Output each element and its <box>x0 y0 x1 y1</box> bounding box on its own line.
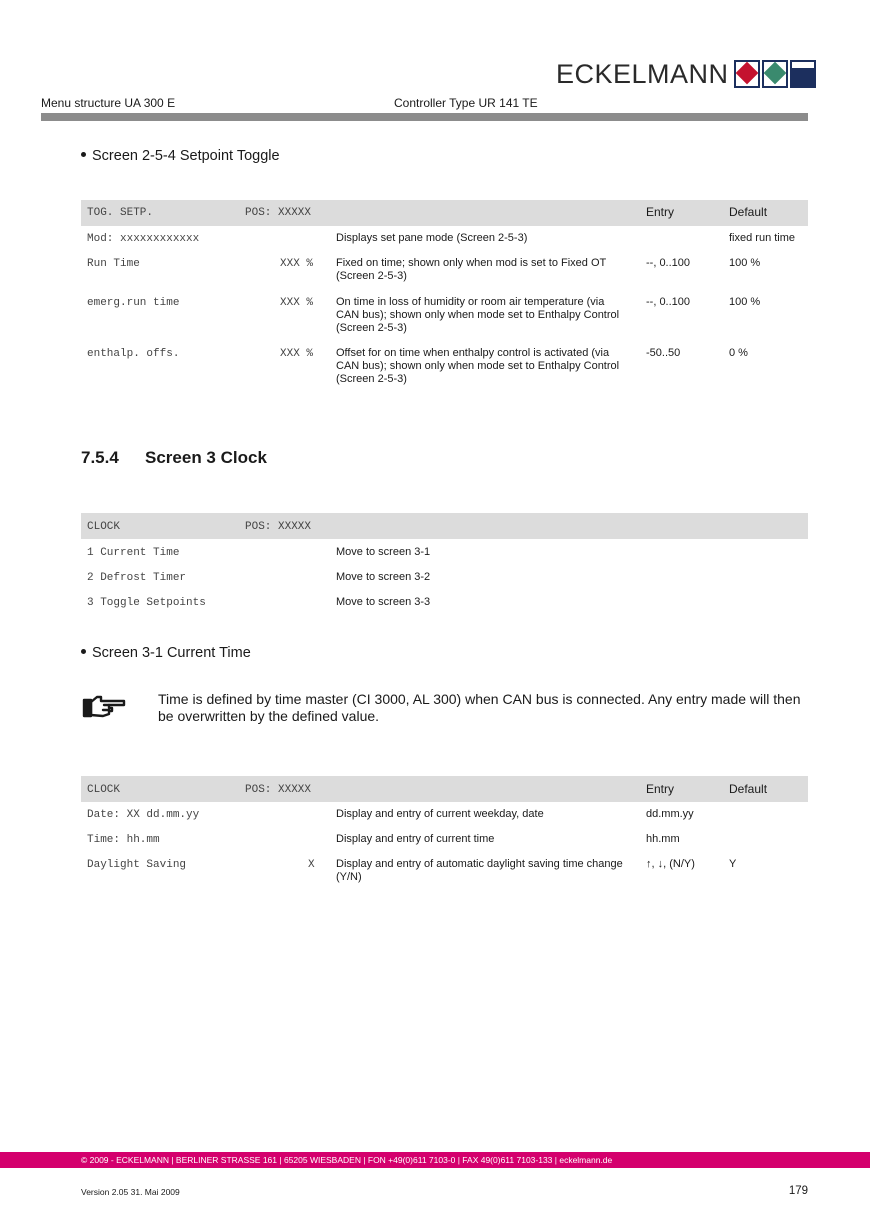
table-row-desc: Display and entry of current weekday, date <box>336 808 544 820</box>
table-row-desc: Display and entry of current time <box>336 833 495 845</box>
table-row-name: Mod: xxxxxxxxxxxx <box>87 233 200 245</box>
logo-red-diamond-icon <box>734 60 760 88</box>
section-title: Screen 3 Clock <box>145 448 267 467</box>
table-row-name: Daylight Saving <box>87 859 187 871</box>
table-title: CLOCK <box>87 521 121 533</box>
table-row-desc: Display and entry of automatic daylight saving time change (Y/N) <box>336 858 623 883</box>
table-header-current-time <box>81 776 808 802</box>
table-row-desc: Fixed on time; shown only when mod is set to Fixed OT (Screen 2-5-3) <box>336 257 607 282</box>
footer-contact-text: © 2009 - ECKELMANN | BERLINER STRASSE 161 | 65205 WIESBADEN | FON +49(0)611 7103-0 | FAX 49(0)611 7103-133 | eckelmann.de <box>81 1155 613 1165</box>
table-header-clock <box>81 513 808 539</box>
table-row-name: Time: hh.mm <box>87 834 160 846</box>
table-row-value: X <box>308 859 315 871</box>
note-text: Time is defined by time master (CI 3000, AL 300) when CAN bus is connected. Any entry made will then be overwritten by the defined value. <box>158 691 801 724</box>
table-header-setpoint-toggle <box>81 200 808 226</box>
logo-green-diamond-icon <box>762 60 788 88</box>
table-row-default: fixed run time <box>729 232 796 244</box>
table-row-entry: --, 0..100 <box>646 296 691 308</box>
entry-column-header: Entry <box>646 782 675 796</box>
table-row-entry: -50..50 <box>646 347 681 359</box>
version-info: Version 2.05 31. Mai 2009 <box>81 1187 180 1197</box>
table-row-default: Y <box>729 858 737 870</box>
section-heading-current-time: Screen 3-1 Current Time <box>81 645 251 661</box>
bullet-icon <box>81 152 86 157</box>
table-row-value: XXX % <box>280 297 314 309</box>
table-row-desc: On time in loss of humidity or room air temperature (via CAN bus); shown only when mode set to Enthalpy Control (Screen 2-5-3) <box>336 296 620 334</box>
table-row-default: 100 % <box>729 257 761 269</box>
header-divider-bar <box>41 113 808 121</box>
logo-blue-square-icon <box>790 60 816 88</box>
table-row-default: 0 % <box>729 347 748 359</box>
table-row-name: 1 Current Time <box>87 547 180 559</box>
entry-column-header: Entry <box>646 205 675 219</box>
table-row-name: 2 Defrost Timer <box>87 572 187 584</box>
page-number: 179 <box>788 1185 808 1197</box>
table-row-name: Run Time <box>87 258 140 270</box>
pointing-hand-icon <box>82 693 128 719</box>
table-row-entry: hh.mm <box>646 833 680 845</box>
table-row-value: XXX % <box>280 348 314 360</box>
default-column-header: Default <box>729 205 768 219</box>
table-row-entry: --, 0..100 <box>646 257 691 269</box>
logo-wordmark: ECKELMANN <box>556 58 729 89</box>
logo-marks <box>734 60 818 88</box>
table-row-desc: Move to screen 3-3 <box>336 596 431 608</box>
table-pos: POS: XXXXX <box>245 207 312 219</box>
table-row-default: 100 % <box>729 296 761 308</box>
table-pos: POS: XXXXX <box>245 521 312 533</box>
table-row-name: 3 Toggle Setpoints <box>87 597 206 609</box>
table-row-desc: Move to screen 3-1 <box>336 546 431 558</box>
section-heading-setpoint-toggle: Screen 2-5-4 Setpoint Toggle <box>81 148 280 164</box>
table-title: TOG. SETP. <box>87 207 154 219</box>
table-row-desc: Offset for on time when enthalpy control is activated (via CAN bus); shown only when mode set to Enthalpy Control (Screen 2-5-3) <box>336 347 620 385</box>
default-column-header: Default <box>729 782 768 796</box>
table-row-entry: ↑, ↓, (N/Y) <box>646 858 695 870</box>
table-row-name: emerg.run time <box>87 297 180 309</box>
bullet-icon <box>81 649 86 654</box>
table-title: CLOCK <box>87 784 121 796</box>
table-row-value: XXX % <box>280 258 314 270</box>
table-pos: POS: XXXXX <box>245 784 312 796</box>
table-row-desc: Move to screen 3-2 <box>336 571 431 583</box>
table-row-desc: Displays set pane mode (Screen 2-5-3) <box>336 232 528 244</box>
table-row-name: enthalp. offs. <box>87 348 180 360</box>
header-left-title: Menu structure UA 300 E <box>41 96 176 110</box>
header-center-title: Controller Type UR 141 TE <box>394 96 538 110</box>
table-row-name: Date: XX dd.mm.yy <box>87 809 200 821</box>
section-number: 7.5.4 <box>81 448 119 467</box>
table-row-entry: dd.mm.yy <box>646 808 694 820</box>
eckelmann-logo <box>556 56 818 92</box>
